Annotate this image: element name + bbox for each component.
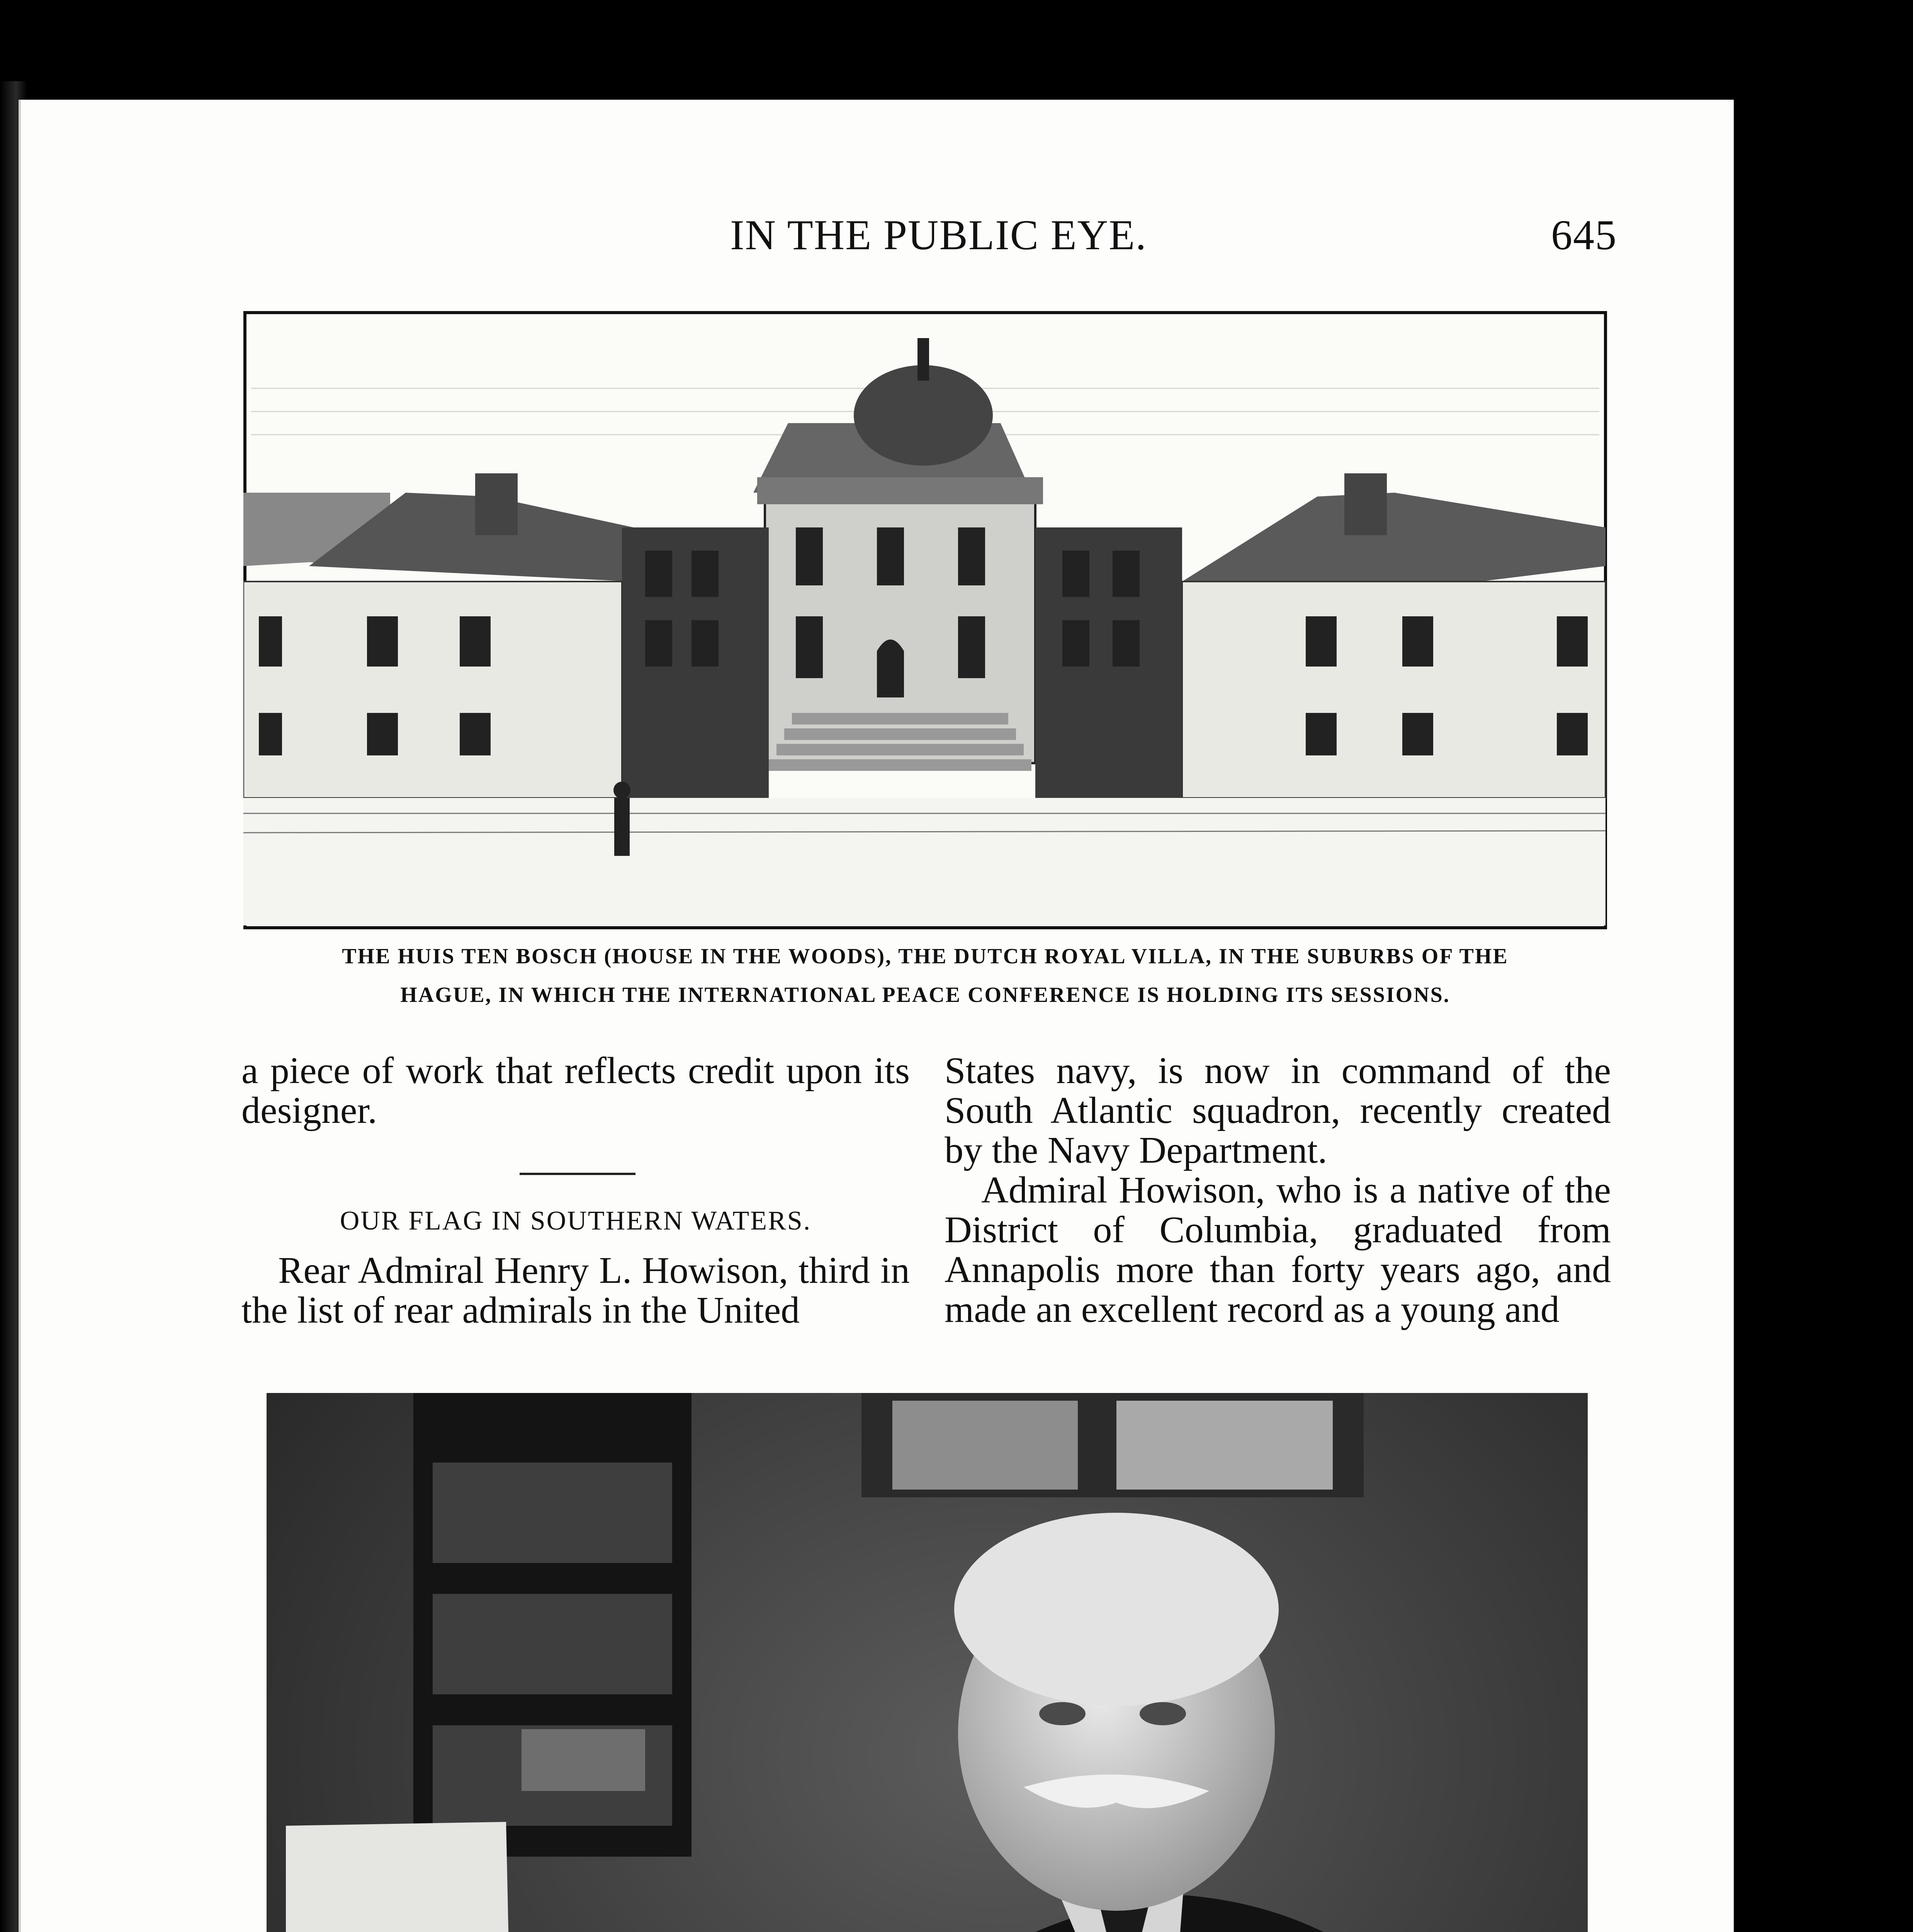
left-col-paragraph-1: a piece of work that reflects credit upon its designer. — [241, 1050, 910, 1131]
section-heading: OUR FLAG IN SOUTHERN WATERS. — [340, 1206, 812, 1236]
portrait-photo-icon — [267, 1393, 1588, 1932]
running-head-title: IN THE PUBLIC EYE. — [730, 211, 1147, 259]
right-col-paragraph-1: States navy, is now in command of the South Atlantic squadron, recently created by the Navy Department. — [945, 1050, 1611, 1171]
villa-caption-line2: HAGUE, IN WHICH THE INTERNATIONAL PEACE CONFERENCE IS HOLDING ITS SESSIONS. — [400, 983, 1450, 1007]
section-divider — [520, 1173, 635, 1175]
left-col-paragraph-2: Rear Admiral Henry L. Howison, third in the list of rear admirals in the United — [241, 1250, 910, 1331]
page-number: 645 — [1551, 211, 1617, 259]
right-column — [945, 1051, 1611, 1330]
villa-engraving-icon — [243, 311, 1607, 929]
left-column — [241, 1051, 910, 1131]
left-column-lower — [241, 1251, 910, 1330]
villa-caption-line1: THE HUIS TEN BOSCH (HOUSE IN THE WOODS), THE DUTCH ROYAL VILLA, IN THE SUBURBS OF THE — [342, 944, 1509, 968]
right-col-paragraph-2: Admiral Howison, who is a native of the District of Columbia, graduated from Annapolis more than forty years ago, and made an excellent record as a young and — [945, 1169, 1611, 1330]
